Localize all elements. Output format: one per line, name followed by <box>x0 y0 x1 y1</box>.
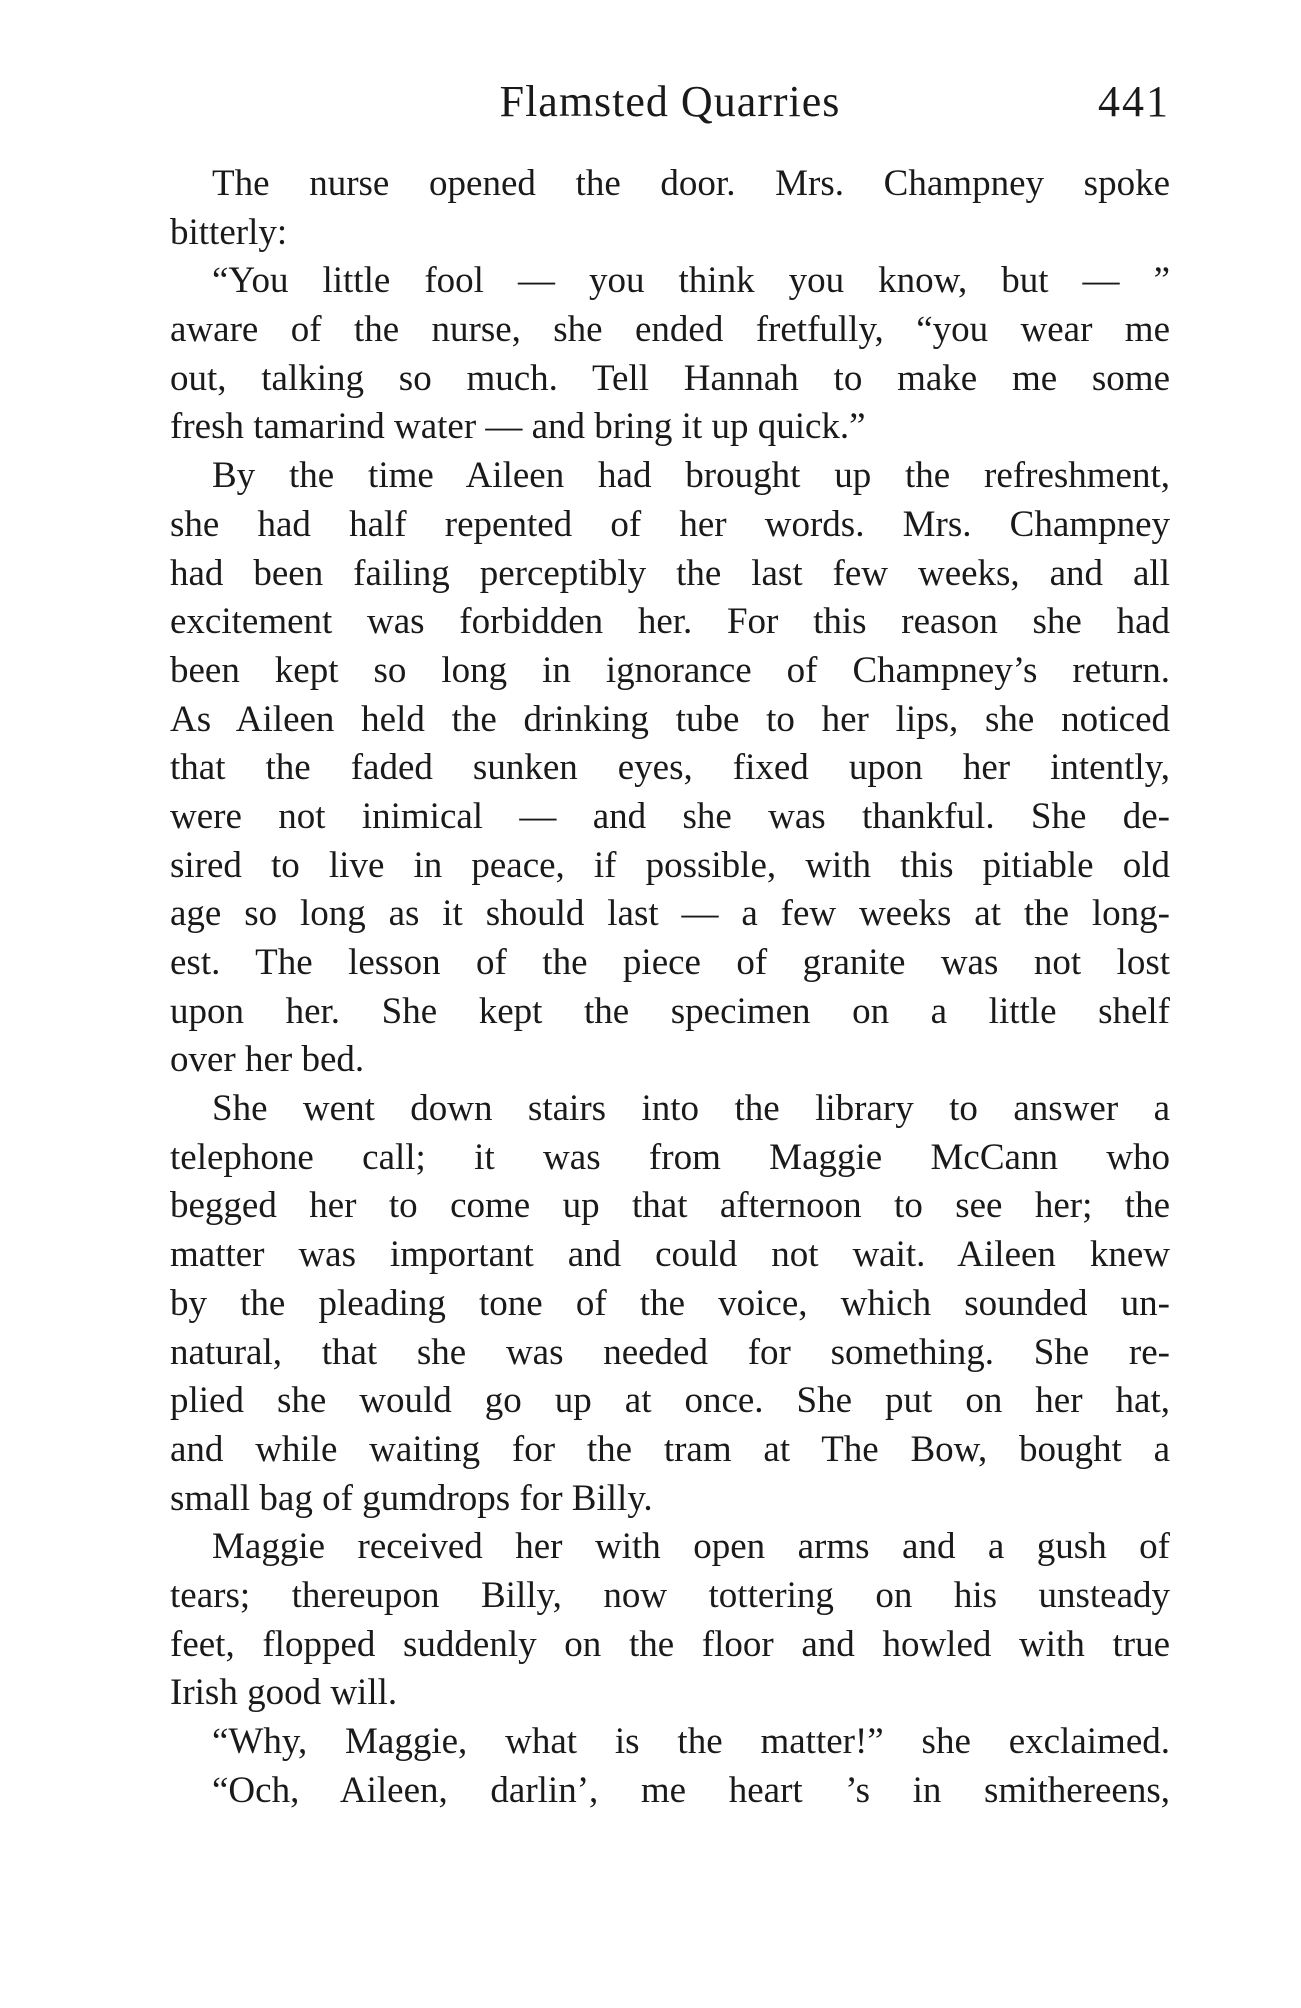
text-line: fresh tamarind water — and bring it up quick.” <box>170 406 866 448</box>
text-line: been kept so long in ignorance of Champney’s return. <box>170 649 1170 691</box>
text-line: matter was important and could not wait. Aileen knew <box>170 1234 1170 1276</box>
text-line: aware of the nurse, she ended fretfully, “you wear me <box>170 309 1170 351</box>
text-line: “Och, Aileen, darlin’, me heart ’s in smithereens, <box>212 1769 1170 1811</box>
text-line: begged her to come up that afternoon to see her; the <box>170 1185 1170 1227</box>
text-line: est. The lesson of the piece of granite was not lost <box>170 942 1170 983</box>
running-title: Flamsted Quarries <box>499 77 841 126</box>
text-line: she had half repented of her words. Mrs. Champney <box>170 503 1170 545</box>
text-line: Irish good will. <box>170 1672 398 1714</box>
text-line: upon her. She kept the specimen on a little shelf <box>170 990 1170 1032</box>
running-head <box>170 72 1170 132</box>
text-line: sired to live in peace, if possible, with this pitiable old <box>170 844 1170 886</box>
text-line: and while waiting for the tram at The Bow, bought a <box>170 1428 1170 1470</box>
text-line: had been failing perceptibly the last few weeks, and all <box>170 552 1170 594</box>
text-line: The nurse opened the door. Mrs. Champney spoke <box>212 163 1170 204</box>
text-line: over her bed. <box>170 1039 365 1081</box>
text-line: “You little fool — you think you know, but — ” <box>212 260 1170 302</box>
text-line: telephone call; it was from Maggie McCann who <box>170 1136 1170 1178</box>
text-line: As Aileen held the drinking tube to her lips, she noticed <box>170 698 1170 740</box>
text-line: bitterly: <box>170 211 288 253</box>
text-line: She went down stairs into the library to answer a <box>212 1088 1170 1130</box>
text-line: that the faded sunken eyes, fixed upon her intently, <box>170 747 1170 789</box>
text-line: tears; thereupon Billy, now tottering on his unsteady <box>170 1574 1170 1616</box>
body-text <box>170 160 1170 1815</box>
text-line: By the time Aileen had brought up the refreshment, <box>212 455 1170 497</box>
text-line: small bag of gumdrops for Billy. <box>170 1477 653 1519</box>
text-line: feet, flopped suddenly on the floor and howled with true <box>170 1623 1170 1665</box>
text-line: age so long as it should last — a few weeks at the long- <box>170 893 1170 935</box>
text-line: by the pleading tone of the voice, which sounded un- <box>170 1282 1170 1324</box>
text-line: excitement was forbidden her. For this reason she had <box>170 601 1170 643</box>
text-line: “Why, Maggie, what is the matter!” she exclaimed. <box>212 1721 1170 1762</box>
text-line: natural, that she was needed for something. She re- <box>170 1331 1170 1373</box>
text-line: out, talking so much. Tell Hannah to make me some <box>170 357 1170 399</box>
text-line: were not inimical — and she was thankful. She de- <box>170 795 1170 837</box>
page-number: 441 <box>1098 77 1170 126</box>
text-line: plied she would go up at once. She put on her hat, <box>170 1380 1170 1422</box>
text-line: Maggie received her with open arms and a gush of <box>212 1526 1170 1568</box>
